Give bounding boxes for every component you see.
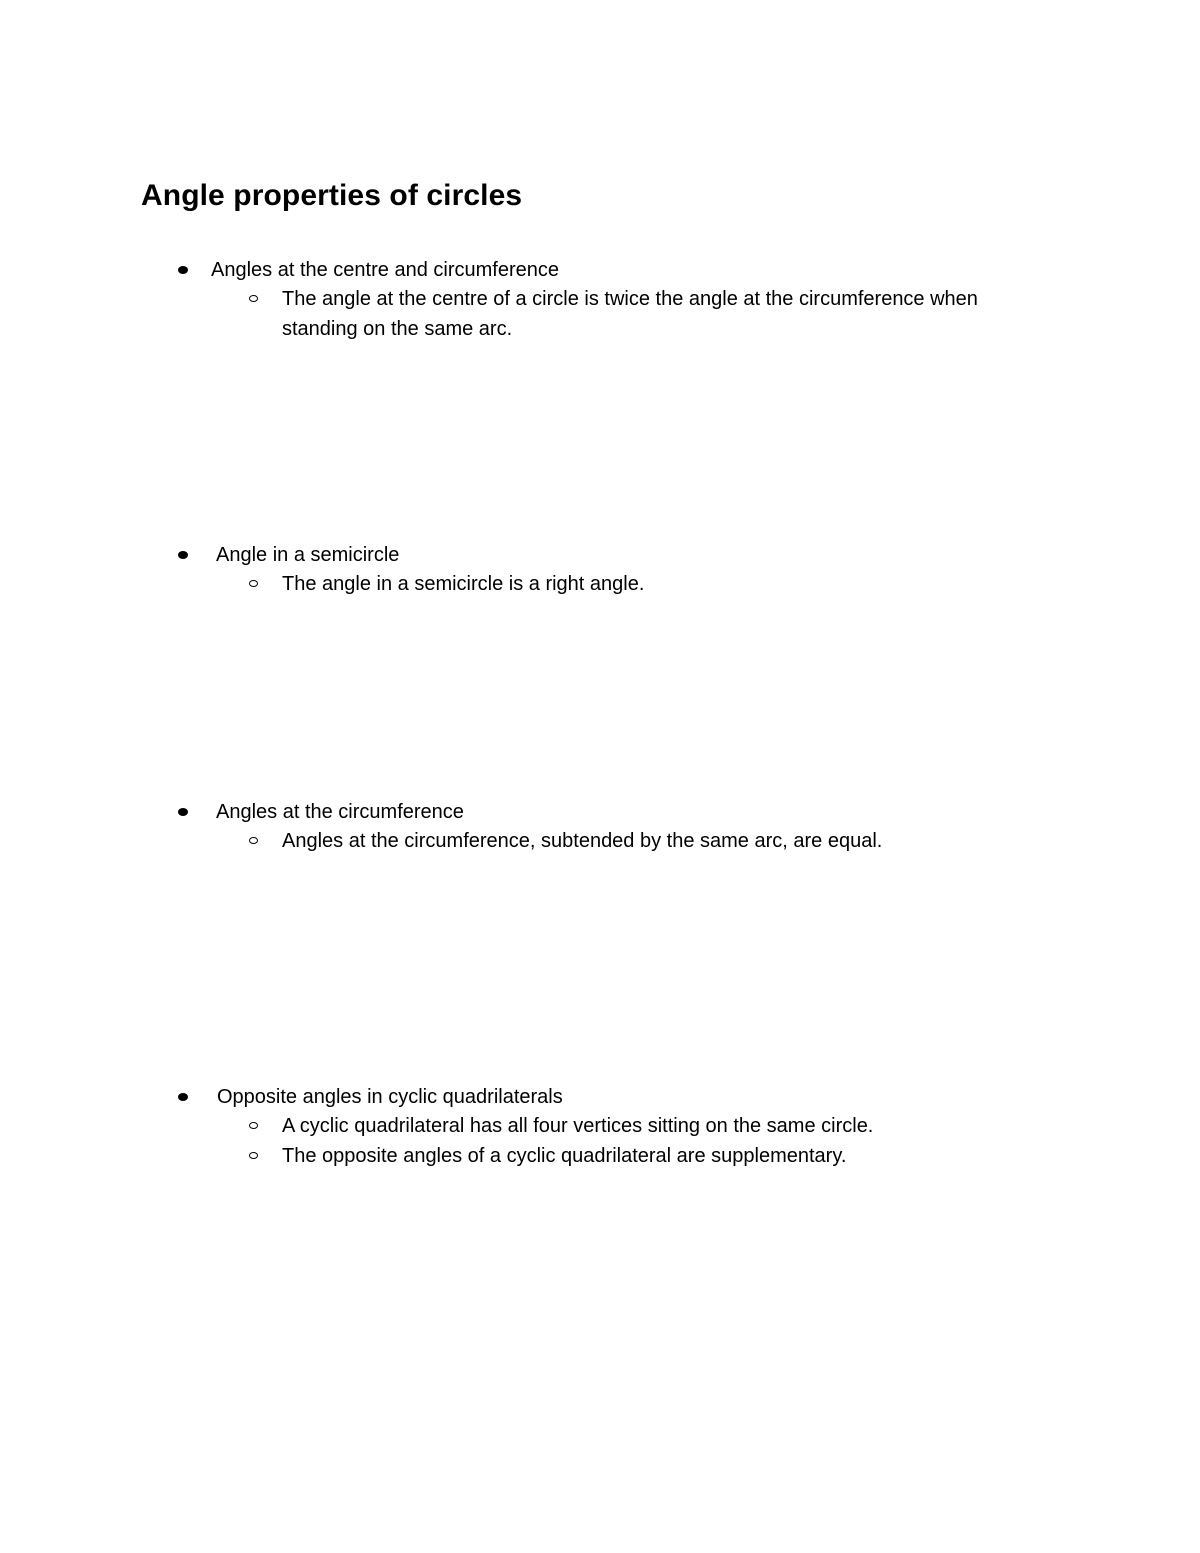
sub-bullet-text: The angle in a semicircle is a right angle.: [282, 573, 645, 595]
hollow-circle-bullet-icon: [249, 837, 258, 844]
bullet-item: [0, 798, 1200, 827]
sub-bullet-text: The opposite angles of a cyclic quadrilateral are supplementary.: [282, 1144, 847, 1167]
section-opposite-angles-cyclic: [0, 1083, 1200, 1171]
hollow-circle-bullet-icon: [249, 1122, 258, 1129]
page-title: Angle properties of circles: [141, 179, 523, 212]
bullet-dot-icon: [178, 266, 188, 274]
hollow-circle-bullet-icon: [249, 580, 258, 587]
bullet-heading: Angles at the centre and circumference: [211, 259, 559, 281]
sub-bullet-text: The angle at the centre of a circle is twice the angle at the circumference when standing on the same arc.: [282, 288, 978, 340]
bullet-heading: Opposite angles in cyclic quadrilaterals: [217, 1086, 563, 1108]
bullet-item: [0, 1083, 1200, 1112]
sub-bullet-item: [0, 1112, 1200, 1142]
bullet-item: [0, 256, 1200, 285]
bullet-heading: Angle in a semicircle: [216, 544, 400, 566]
sub-bullet-item: [0, 827, 1200, 856]
bullet-item: [0, 541, 1200, 570]
bullet-dot-icon: [178, 551, 188, 559]
section-angle-semicircle: [0, 541, 1200, 599]
bullet-dot-icon: [178, 1093, 188, 1101]
bullet-heading: Angles at the circumference: [216, 801, 464, 823]
hollow-circle-bullet-icon: [249, 1152, 258, 1159]
section-angles-centre-circumference: [0, 256, 1200, 344]
sub-bullet-item: [0, 1142, 1200, 1172]
sub-bullet-text: A cyclic quadrilateral has all four vertices sitting on the same circle.: [282, 1115, 874, 1137]
section-angles-circumference: [0, 798, 1200, 856]
sub-bullet-item: [0, 570, 1200, 599]
hollow-circle-bullet-icon: [249, 295, 258, 302]
bullet-dot-icon: [178, 808, 188, 816]
sub-bullet-item: [0, 285, 1200, 344]
sub-bullet-text: Angles at the circumference, subtended by the same arc, are equal.: [282, 830, 883, 852]
